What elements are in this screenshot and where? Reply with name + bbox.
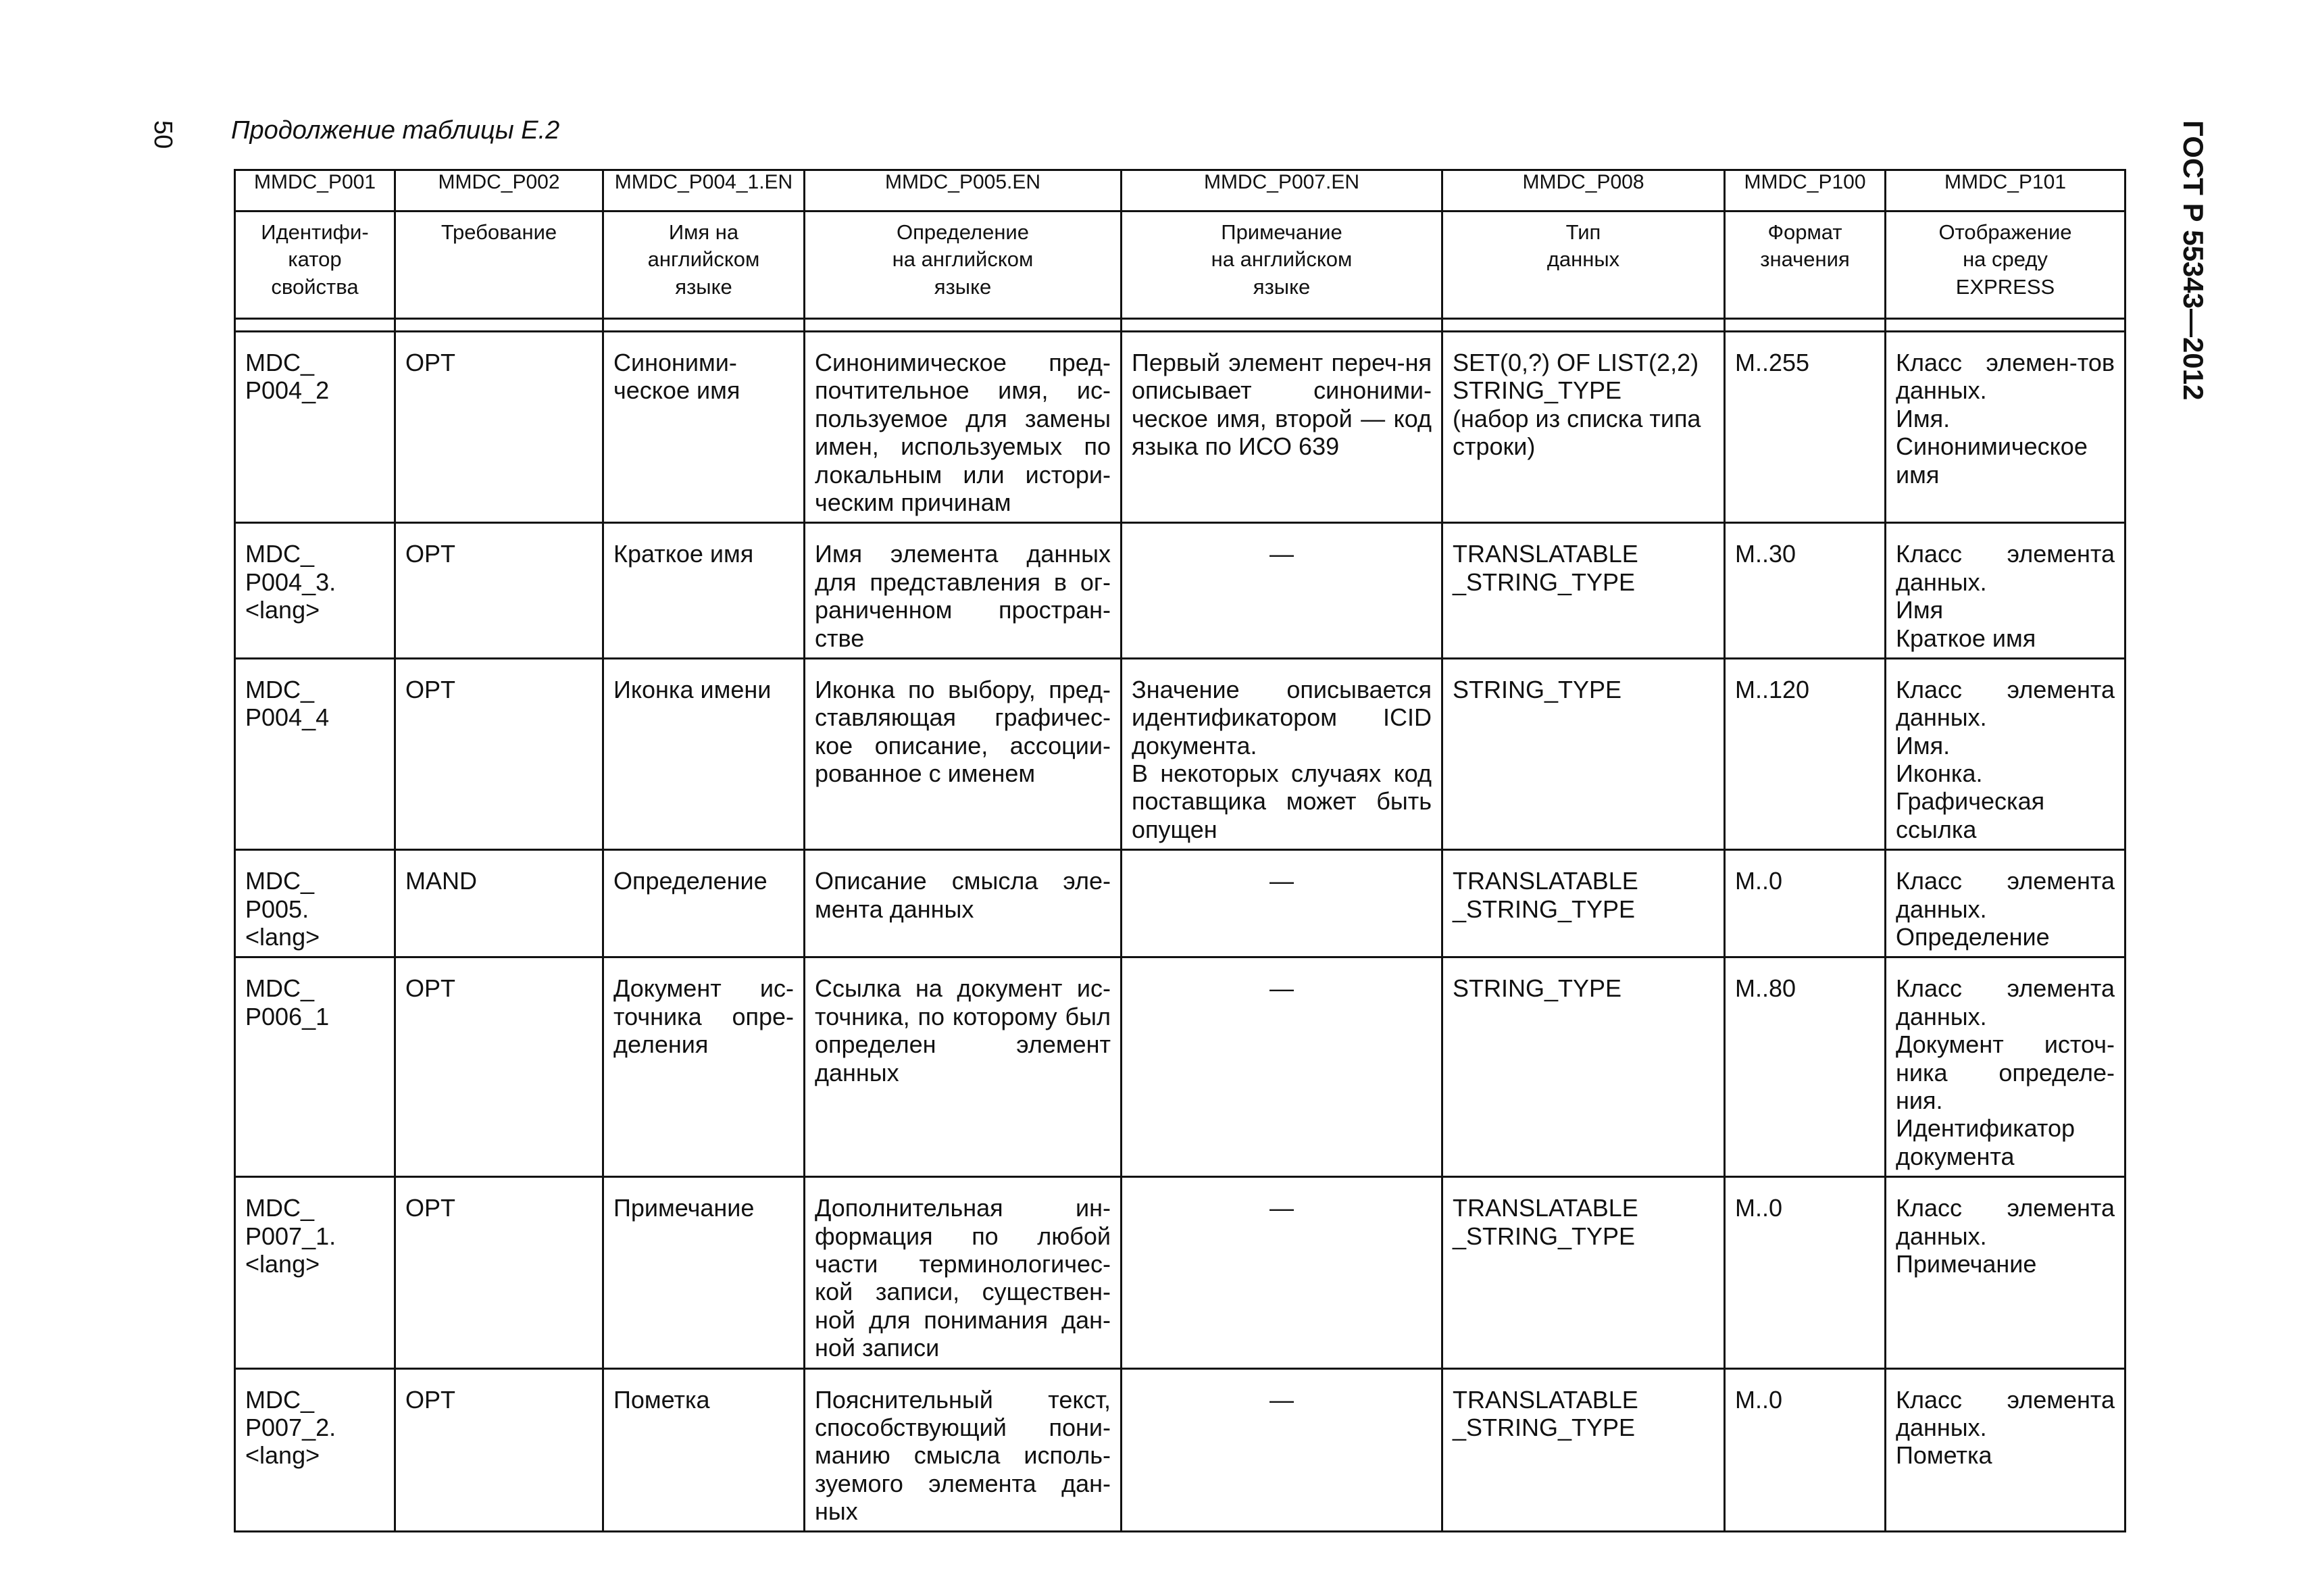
requirement-cell: OPT [395,658,603,849]
column-description: Определение на английском языке [805,211,1122,319]
table-caption: Продолжение таблицы Е.2 [231,116,560,145]
definition-cell: Дополнительная ин-формация по любой части терминологичес-кой записи, существен-ной для понимания дан-ной записи [805,1177,1122,1368]
table-row [235,850,2126,957]
table-row [235,1368,2126,1532]
value-format-cell: M..80 [1725,957,1886,1177]
note-cell: — [1122,1177,1442,1368]
data-type-cell: STRING_TYPE [1442,658,1725,849]
table-row [235,523,2126,659]
definition-cell: Имя элемента данных для представления в ог-раниченном простран-стве [805,523,1122,659]
column-description: Тип данных [1442,211,1725,319]
note-cell: — [1122,957,1442,1177]
note-cell: Первый элемент переч-ня описывает синоними-ческое имя, второй — код языка по ИСО 639 [1122,332,1442,523]
note-cell: — [1122,523,1442,659]
column-code: MMDC_P005.EN [805,170,1122,211]
column-code: MMDC_P100 [1725,170,1886,211]
value-format-cell: M..0 [1725,1368,1886,1532]
column-description: Отображение на среду EXPRESS [1886,211,2126,319]
table-row [235,1177,2126,1368]
column-code: MMDC_P008 [1442,170,1725,211]
english-name-cell: Примечание [603,1177,805,1368]
value-format-cell: M..30 [1725,523,1886,659]
page-number: 50 [149,120,177,149]
property-id-cell: MDC_ P007_1. <lang> [235,1177,395,1368]
express-mapping-cell: Класс элемента данных. Документ источ-ника определе-ния. Идентификатор документа [1886,957,2126,1177]
requirement-cell: OPT [395,332,603,523]
requirement-cell: MAND [395,850,603,957]
english-name-cell: Определение [603,850,805,957]
definition-cell: Пояснительный текст, способствующий пони-манию смысла исполь-зуемого элемента дан-ных [805,1368,1122,1532]
property-id-cell: MDC_ P004_4 [235,658,395,849]
requirement-cell: OPT [395,1368,603,1532]
property-id-cell: MDC_ P007_2. <lang> [235,1368,395,1532]
column-code: MMDC_P002 [395,170,603,211]
note-cell: — [1122,850,1442,957]
header-separator-row [235,319,2126,332]
data-type-cell: STRING_TYPE [1442,957,1725,1177]
data-type-cell: TRANSLATABLE _STRING_TYPE [1442,1177,1725,1368]
english-name-cell: Документ ис-точника опре-деления [603,957,805,1177]
table-row [235,957,2126,1177]
requirement-cell: OPT [395,1177,603,1368]
value-format-cell: M..120 [1725,658,1886,849]
requirement-cell: OPT [395,523,603,659]
value-format-cell: M..0 [1725,850,1886,957]
definition-cell: Иконка по выбору, пред-ставляющая графичес-кое описание, ассоции-рованное с именем [805,658,1122,849]
column-description: Требование [395,211,603,319]
property-id-cell: MDC_ P004_3. <lang> [235,523,395,659]
english-name-cell: Иконка имени [603,658,805,849]
data-table [234,169,2126,1532]
data-type-cell: SET(0,?) OF LIST(2,2) STRING_TYPE (набор из списка типа строки) [1442,332,1725,523]
english-name-cell: Пометка [603,1368,805,1532]
column-description-row [235,211,2126,319]
definition-cell: Синонимическое пред-почтительное имя, ис-пользуемое для замены имен, используемых по локальным или истори-ческим причинам [805,332,1122,523]
express-mapping-cell: Класс элемента данных. Имя Краткое имя [1886,523,2126,659]
definition-cell: Описание смысла эле-мента данных [805,850,1122,957]
table-row [235,658,2126,849]
requirement-cell: OPT [395,957,603,1177]
column-description: Имя на английском языке [603,211,805,319]
property-id-cell: MDC_ P004_2 [235,332,395,523]
data-type-cell: TRANSLATABLE _STRING_TYPE [1442,1368,1725,1532]
property-id-cell: MDC_ P006_1 [235,957,395,1177]
column-description: Примечание на английском языке [1122,211,1442,319]
value-format-cell: M..255 [1725,332,1886,523]
column-code: MMDC_P101 [1886,170,2126,211]
column-code: MMDC_P004_1.EN [603,170,805,211]
express-mapping-cell: Класс элемен-тов данных. Имя. Синонимическое имя [1886,332,2126,523]
note-cell: — [1122,1368,1442,1532]
table-row [235,332,2126,523]
column-code: MMDC_P007.EN [1122,170,1442,211]
column-code-row [235,170,2126,211]
property-id-cell: MDC_ P005. <lang> [235,850,395,957]
data-type-cell: TRANSLATABLE _STRING_TYPE [1442,523,1725,659]
standard-code: ГОСТ Р 55343—2012 [2178,120,2209,401]
definition-cell: Ссылка на документ ис-точника, по которому был определен элемент данных [805,957,1122,1177]
column-description: Идентифи- катор свойства [235,211,395,319]
data-type-cell: TRANSLATABLE _STRING_TYPE [1442,850,1725,957]
express-mapping-cell: Класс элемента данных. Примечание [1886,1177,2126,1368]
column-description: Формат значения [1725,211,1886,319]
column-code: MMDC_P001 [235,170,395,211]
express-mapping-cell: Класс элемента данных. Пометка [1886,1368,2126,1532]
note-cell: Значение описывается идентификатором ICID документа. В некоторых случаях код поставщика может быть опущен [1122,658,1442,849]
express-mapping-cell: Класс элемента данных. Имя. Иконка. Графическая ссылка [1886,658,2126,849]
english-name-cell: Синоними- ческое имя [603,332,805,523]
english-name-cell: Краткое имя [603,523,805,659]
express-mapping-cell: Класс элемента данных. Определение [1886,850,2126,957]
value-format-cell: M..0 [1725,1177,1886,1368]
